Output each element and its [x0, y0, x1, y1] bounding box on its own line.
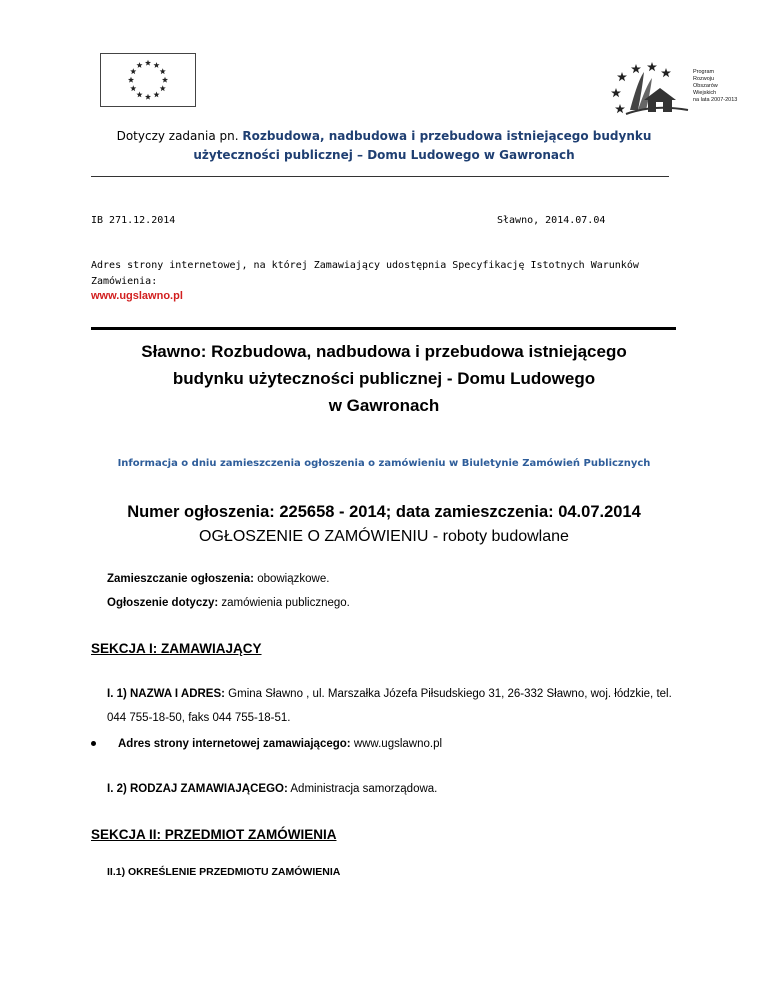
reference-number: IB 271.12.2014	[91, 215, 176, 226]
prow-line-2: Rozwoju	[693, 76, 715, 82]
eu-star	[128, 77, 134, 83]
authority-type-value: Administracja samorządowa.	[287, 783, 438, 795]
eu-star	[130, 85, 136, 91]
buyer-website-label: Adres strony internetowej zamawiającego:	[118, 738, 351, 750]
eu-star	[153, 62, 159, 68]
authority-type	[107, 783, 437, 795]
title-line-2: budynku użyteczności publicznej - Domu Ludowego	[172, 369, 596, 388]
site-intro-text: Adres strony internetowej, na której Zamawiający udostępnia Specyfikację Istotnych Warunków Zamówienia:	[91, 260, 639, 287]
task-prefix: Dotyczy zadania pn.	[116, 129, 243, 143]
eu-star	[136, 62, 142, 68]
site-url-link[interactable]: www.ugslawno.pl	[91, 290, 183, 302]
task-name-line2: użyteczności publicznej – Domu Ludowego w Gawronach	[193, 148, 575, 162]
title-line-3: w Gawronach	[328, 396, 440, 415]
notice-concerns-value: zamówienia publicznego.	[218, 597, 350, 609]
eu-star	[160, 85, 166, 91]
prow-logo-text	[693, 69, 737, 104]
prow-line-4: Wiejskich	[693, 90, 717, 96]
buyer-website	[118, 738, 442, 750]
prow-line-1: Program	[693, 69, 715, 75]
publication-mandatory	[107, 573, 329, 585]
notice-number: Numer ogłoszenia: 225658 - 2014; data zamieszczenia: 04.07.2014	[127, 503, 641, 521]
eu-star	[145, 94, 151, 100]
eu-star	[162, 77, 168, 83]
publication-mandatory-value: obowiązkowe.	[254, 573, 330, 585]
place-date: Sławno, 2014.07.04	[497, 215, 606, 226]
name-address-label: I. 1) NAZWA I ADRES:	[107, 688, 225, 700]
title-line-1: Sławno: Rozbudowa, nadbudowa i przebudowa istniejącego	[141, 342, 627, 361]
task-name-line1: Rozbudowa, nadbudowa i przebudowa istniejącego budynku	[242, 129, 652, 143]
bullet-icon	[91, 741, 96, 746]
bzp-info-heading: Informacja o dniu zamieszczenia ogłoszenia o zamówieniu w Biuletynie Zamówień Publicznych	[117, 458, 651, 469]
eu-star	[136, 92, 142, 98]
section-2-heading: SEKCJA II: PRZEDMIOT ZAMÓWIENIA	[91, 827, 337, 842]
eu-flag-logo	[100, 53, 196, 107]
header-divider	[91, 176, 669, 177]
authority-type-label: I. 2) RODZAJ ZAMAWIAJĄCEGO:	[107, 783, 288, 795]
notice-concerns	[107, 597, 350, 609]
notice-type: OGŁOSZENIE O ZAMÓWIENIU - roboty budowlane	[199, 528, 569, 545]
task-header	[0, 127, 768, 165]
prow-line-5: na lata 2007-2013	[693, 97, 738, 103]
title-divider	[91, 327, 676, 330]
eu-star	[153, 92, 159, 98]
prow-line-3: Obszarów	[693, 83, 718, 89]
section-1-heading: SEKCJA I: ZAMAWIAJĄCY	[91, 641, 262, 656]
eu-star	[160, 68, 166, 74]
page-title	[100, 338, 668, 419]
eu-star	[145, 60, 151, 66]
publication-mandatory-label: Zamieszczanie ogłoszenia:	[107, 573, 254, 585]
notice-concerns-label: Ogłoszenie dotyczy:	[107, 597, 219, 609]
name-address-value: Gmina Sławno , ul. Marszałka Józefa Piłsudskiego 31, 26-332 Sławno, woj. łódzkie, tel. 044 755-18-50, faks 044 755-18-51.	[107, 688, 672, 724]
name-address	[107, 682, 687, 730]
buyer-website-value[interactable]: www.ugslawno.pl	[350, 738, 443, 750]
subject-heading: II.1) OKREŚLENIE PRZEDMIOTU ZAMÓWIENIA	[107, 866, 341, 878]
eu-star	[130, 68, 136, 74]
